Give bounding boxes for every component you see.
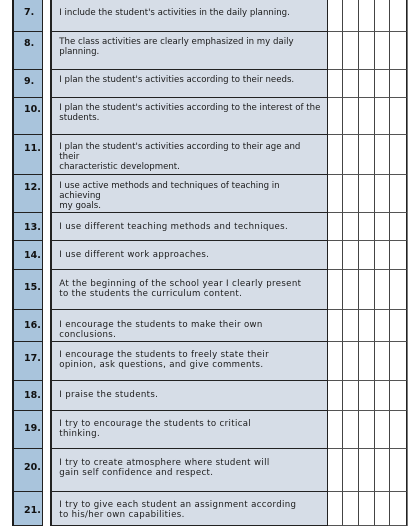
item-number-cell [14, 342, 43, 381]
answer-cell[interactable] [375, 135, 391, 175]
item-number-cell [14, 32, 43, 70]
statement-text: I plan the student's activities according to their needs. [51, 70, 327, 98]
answer-cell[interactable] [375, 70, 391, 98]
table-row [14, 270, 407, 310]
table-row [14, 310, 407, 342]
statement-text: I plan the student's activities according to the interest of the students. [51, 98, 327, 135]
answer-cell[interactable] [390, 342, 407, 381]
spacer-cell [43, 0, 51, 32]
statement-text: I use different work approaches. [51, 241, 327, 270]
spacer-cell [43, 175, 51, 213]
spacer-cell [43, 241, 51, 270]
answer-cell[interactable] [375, 241, 391, 270]
answer-cell[interactable] [390, 381, 407, 411]
answer-cell[interactable] [375, 310, 391, 342]
answer-cell[interactable] [328, 175, 344, 213]
answer-cell[interactable] [343, 135, 359, 175]
spacer-cell [43, 70, 51, 98]
answer-cell[interactable] [375, 32, 391, 70]
answer-cell[interactable] [328, 411, 344, 449]
answer-cell[interactable] [343, 310, 359, 342]
spacer-cell [43, 310, 51, 342]
answer-cell[interactable] [328, 342, 344, 381]
statement-text: I plan the student's activities according to their age and their characteristic development. [51, 135, 327, 175]
table-row [14, 492, 407, 526]
answer-cell[interactable] [375, 0, 391, 32]
answer-cell[interactable] [390, 411, 407, 449]
answer-cell[interactable] [343, 70, 359, 98]
answer-cell[interactable] [359, 381, 375, 411]
answer-cell[interactable] [328, 213, 344, 241]
statement-text: I use different teaching methods and techniques. [51, 213, 327, 241]
statement-text: I encourage the students to freely state their opinion, ask questions, and give comments. [51, 342, 327, 381]
statement-text: I praise the students. [51, 381, 327, 411]
answer-cell[interactable] [343, 98, 359, 135]
answer-cell[interactable] [328, 492, 344, 526]
answer-cell[interactable] [328, 32, 344, 70]
spacer-cell [43, 98, 51, 135]
answer-cell[interactable] [390, 98, 407, 135]
answer-cell[interactable] [328, 241, 344, 270]
answer-cell[interactable] [359, 310, 375, 342]
answer-cell[interactable] [328, 135, 344, 175]
answer-cell[interactable] [328, 310, 344, 342]
answer-cell[interactable] [390, 135, 407, 175]
answer-cell[interactable] [375, 381, 391, 411]
spacer-cell [43, 135, 51, 175]
table-row [14, 0, 407, 32]
item-number: 21. [24, 505, 41, 516]
statement-text: I encourage the students to make their own conclusions. [51, 310, 327, 342]
item-number-cell [14, 492, 43, 526]
answer-cell[interactable] [375, 342, 391, 381]
table-row [14, 342, 407, 381]
statement-text: I try to give each student an assignment according to his/her own capabilities. [51, 492, 327, 526]
spacer-cell [43, 270, 51, 310]
item-number: 8. [24, 38, 35, 49]
answer-cell[interactable] [359, 70, 375, 98]
answer-cell[interactable] [343, 213, 359, 241]
table-row [14, 135, 407, 175]
answer-cell[interactable] [375, 270, 391, 310]
item-number-cell [14, 310, 43, 342]
answer-cell[interactable] [390, 213, 407, 241]
item-number-cell [14, 98, 43, 135]
answer-cell[interactable] [359, 32, 375, 70]
answer-cell[interactable] [343, 449, 359, 492]
statement-text: I try to encourage the students to critical thinking. [51, 411, 327, 449]
item-number-cell [14, 449, 43, 492]
answer-cell[interactable] [343, 0, 359, 32]
answer-cell[interactable] [359, 98, 375, 135]
answer-cell[interactable] [359, 342, 375, 381]
answer-cell[interactable] [328, 98, 344, 135]
table-row [14, 213, 407, 241]
statement-text: At the beginning of the school year I clearly present to the students the curriculum content. [51, 270, 327, 310]
answer-cell[interactable] [328, 70, 344, 98]
table-row [14, 175, 407, 213]
statement-text: I include the student's activities in the daily planning. [51, 0, 327, 32]
answer-cell[interactable] [359, 135, 375, 175]
item-number: 15. [24, 282, 41, 293]
item-number: 18. [24, 390, 41, 401]
item-number: 20. [24, 462, 41, 473]
table-row [14, 449, 407, 492]
answer-cell[interactable] [390, 449, 407, 492]
answer-cell[interactable] [390, 241, 407, 270]
table-row [14, 70, 407, 98]
answer-cell[interactable] [359, 270, 375, 310]
item-number-cell [14, 213, 43, 241]
spacer-cell [43, 411, 51, 449]
item-number-cell [14, 381, 43, 411]
spacer-cell [43, 342, 51, 381]
answer-cell[interactable] [390, 492, 407, 526]
answer-cell[interactable] [359, 411, 375, 449]
answer-cell[interactable] [359, 175, 375, 213]
answer-cell[interactable] [328, 0, 344, 32]
item-number-cell [14, 70, 43, 98]
table-row [14, 98, 407, 135]
item-number: 19. [24, 423, 41, 434]
table-row [14, 241, 407, 270]
answer-cell[interactable] [390, 0, 407, 32]
spacer-cell [43, 381, 51, 411]
answer-cell[interactable] [375, 449, 391, 492]
item-number-cell [14, 411, 43, 449]
item-number: 13. [24, 222, 41, 233]
answer-cell[interactable] [343, 492, 359, 526]
item-number: 17. [24, 353, 41, 364]
answer-cell[interactable] [359, 241, 375, 270]
answer-cell[interactable] [375, 411, 391, 449]
answer-cell[interactable] [343, 241, 359, 270]
answer-cell[interactable] [390, 175, 407, 213]
item-number: 9. [24, 76, 35, 87]
spacer-cell [43, 32, 51, 70]
answer-cell[interactable] [390, 70, 407, 98]
answer-cell[interactable] [375, 98, 391, 135]
item-number: 10. [24, 104, 41, 115]
table-row [14, 32, 407, 70]
table-row [14, 411, 407, 449]
answer-cell[interactable] [343, 270, 359, 310]
answer-cell[interactable] [343, 175, 359, 213]
item-number-cell [14, 175, 43, 213]
item-number: 12. [24, 182, 41, 193]
spacer-cell [43, 492, 51, 526]
item-number: 16. [24, 320, 41, 331]
answer-cell[interactable] [375, 492, 391, 526]
answer-cell[interactable] [359, 492, 375, 526]
answer-cell[interactable] [343, 342, 359, 381]
answer-cell[interactable] [343, 411, 359, 449]
statement-text: I try to create atmosphere where student will gain self confidence and respect. [51, 449, 327, 492]
answer-cell[interactable] [343, 381, 359, 411]
spacer-cell [43, 213, 51, 241]
answer-cell[interactable] [328, 381, 344, 411]
spacer-cell [43, 449, 51, 492]
answer-cell[interactable] [328, 449, 344, 492]
item-number-cell [14, 241, 43, 270]
item-number-cell [14, 0, 43, 32]
answer-cell[interactable] [390, 270, 407, 310]
answer-cell[interactable] [328, 270, 344, 310]
statement-text: I use active methods and techniques of teaching in achieving my goals. [51, 175, 327, 213]
statement-text: The class activities are clearly emphasized in my daily planning. [51, 32, 327, 70]
item-number-cell [14, 135, 43, 175]
item-number-cell [14, 270, 43, 310]
answer-cell[interactable] [390, 310, 407, 342]
answer-cell[interactable] [359, 213, 375, 241]
answer-cell[interactable] [375, 213, 391, 241]
answer-cell[interactable] [359, 0, 375, 32]
table-row [14, 381, 407, 411]
answer-cell[interactable] [359, 449, 375, 492]
answer-cell[interactable] [375, 175, 391, 213]
answer-cell[interactable] [390, 32, 407, 70]
item-number: 11. [24, 143, 41, 154]
answer-cell[interactable] [343, 32, 359, 70]
item-number: 7. [24, 7, 35, 18]
item-number: 14. [24, 250, 41, 261]
